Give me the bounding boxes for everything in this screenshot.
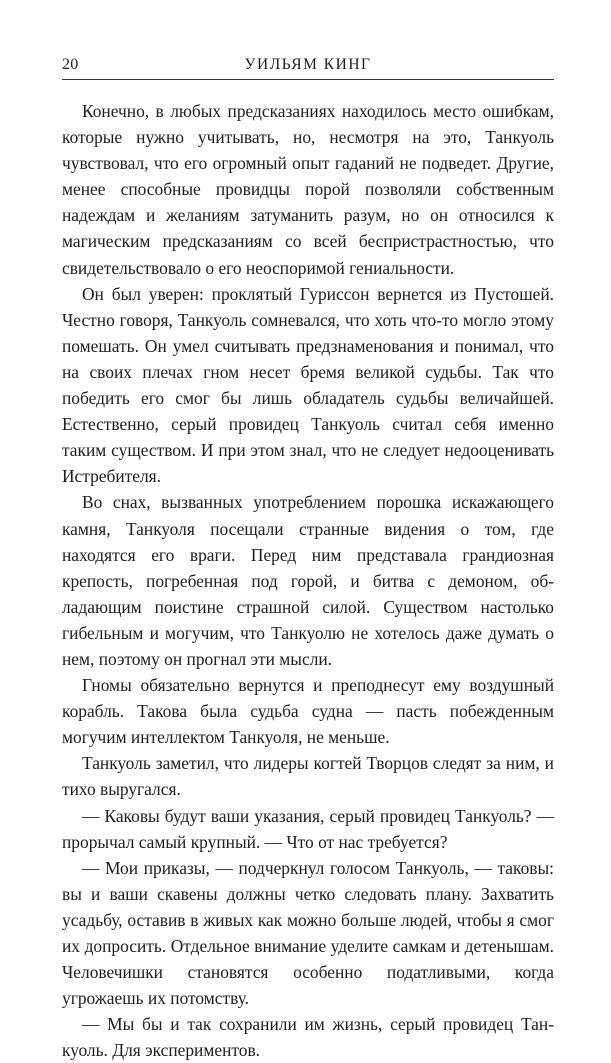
- paragraph: — Мои приказы, — подчеркнул голосом Танкуоль, — таковы: вы и ваши скавены должны четко следовать плану. Захватить усадьбу, оставив в живых как можно больше людей, чтобы я смог их допросить. Отдельное внимание уделите самкам и детенышам. Человечишки становятся особенно податливыми, когда угрожаешь их потомству.: [62, 857, 554, 1009]
- paragraph: Конечно, в любых предсказаниях находилось место ошибкам, которые нужно учитывать, но, несмотря на это, Танкуоль чувствовал, что его огромный опыт гаданий не подведет. Другие, менее способные провидцы порой позволяли собственным надеждам и желаниям затуманить разум, но он относился к магическим предсказаниям со всей беспристрастностью, что свидетельствовало о его неоспоримой гениальности.: [62, 101, 554, 278]
- paragraph: Гномы обязательно вернутся и преподнесут ему воздушный корабль. Такова была судьба судна — пасть побежденным могучим интеллектом Танкуоля, не меньше.: [62, 675, 554, 748]
- page-header: [62, 55, 554, 77]
- paragraph: Во снах, вызванных употреблением порошка искажающего камня, Танкуоля посещали странные видения о том, где находятся его враги. Перед ним представала грандиозная крепость, погребенная под горой, и битва с демоном, обладающим поистине страшной силой. Существом настолько гибельным и могучим, что Танкуолю не хотелось даже думать о нем, поэтому он прогнал эти мысли.: [62, 492, 554, 669]
- page-number: 20: [62, 56, 79, 73]
- body-text: [62, 98, 554, 1063]
- paragraph: — Каковы будут ваши указания, серый провидец Танкуоль? — прорычал самый крупный. — Что от нас требуется?: [62, 805, 554, 852]
- running-head-author: УИЛЬЯМ КИНГ: [244, 56, 372, 73]
- paragraph: Танкуоль заметил, что лидеры когтей Творцов следят за ним, и тихо выругался.: [62, 753, 554, 800]
- header-rule: [62, 79, 554, 80]
- paragraph: Он был уверен: проклятый Гуриссон вернется из Пустошей. Честно говоря, Танкуоль сомневался, что хоть что-то могло этому помешать. Он умел считывать предзнаменования и понимал, что на своих плечах гном несет бремя великой судьбы. Так что победить его смог бы лишь обладатель судьбы величайшей. Естественно, серый провидец Танкуоль считал себя именно таким существом. И при этом знал, что не следует недооценивать Истребителя.: [62, 283, 554, 487]
- paragraph: — Мы бы и так сохранили им жизнь, серый провидец Танкуоль. Для экспериментов.: [62, 1014, 554, 1061]
